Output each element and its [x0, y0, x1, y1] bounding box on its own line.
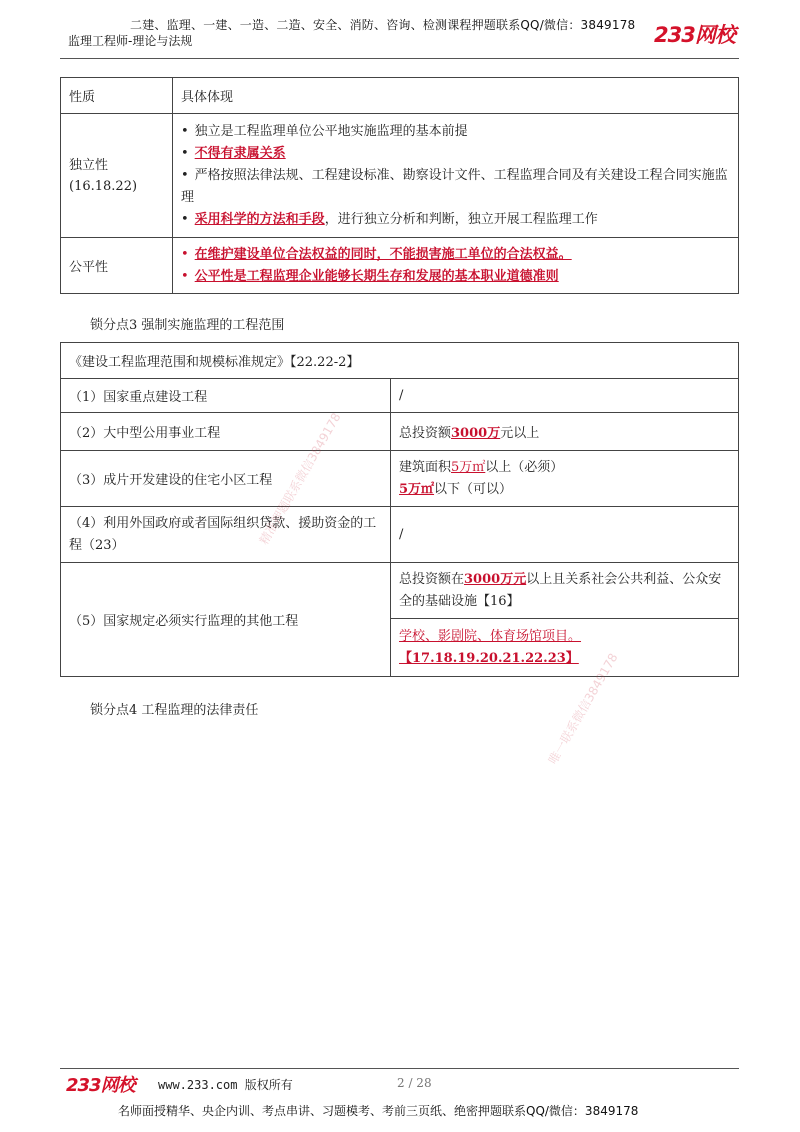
highlight-text: 公平性是工程监理企业能够长期生存和发展的基本职业道德准则: [194, 268, 559, 284]
header-cell-manifestation: 具体体现: [173, 78, 739, 114]
row5-text: 以上且关系社会公共利益、公众安全的基础设施【16】: [399, 571, 722, 609]
row3-line-2: [399, 479, 730, 501]
fairness-label: 公平性: [61, 238, 173, 294]
footer-promo: 名师面授精华、央企内训、考点串讲、习题模考、考前三页纸、绝密押题联系QQ/微信：3849178: [118, 1104, 639, 1118]
scope-table: [60, 342, 739, 677]
highlight-text: 【17.18.19.20.21.22.23】: [399, 650, 579, 666]
list-item: [181, 244, 730, 266]
highlight-text: 在维护建设单位合法权益的同时，不能损害施工单位的合法权益。: [194, 246, 572, 262]
footer-site: www.233.com 版权所有: [158, 1078, 293, 1092]
row5-right-a: [391, 563, 739, 619]
highlight-text: 3000万元: [464, 571, 527, 587]
list-item: [181, 165, 730, 209]
row1-right: /: [391, 379, 739, 413]
bullet-icon: •: [181, 246, 189, 262]
highlight-text: 5万㎡: [451, 459, 486, 475]
row5-right-b: [391, 619, 739, 677]
highlight-text: 不得有隶属关系: [194, 145, 286, 161]
list-item: [181, 209, 730, 231]
table-row-independence: [61, 114, 739, 238]
table-title-row: [61, 343, 739, 379]
bullet-icon: •: [181, 211, 189, 227]
bullet-text: 严格按照法律法规、工程建设标准、勘察设计文件、工程监理合同及有关建设工程合同实施监理: [181, 167, 728, 205]
bullet-icon: •: [181, 145, 189, 161]
table-row: [61, 379, 739, 413]
section-title-4: 锁分点4 工程监理的法律责任: [90, 703, 259, 718]
header-promo: 二建、监理、一建、一造、二造、安全、消防、咨询、检测课程押题联系QQ/微信：3849178: [130, 18, 636, 32]
highlight-text: 采用科学的方法和手段: [194, 211, 325, 227]
watermark-text: 精准押题联系微信3849178: [256, 410, 344, 547]
row1-left: （1）国家重点建设工程: [61, 379, 391, 413]
highlight-text: 3000万: [451, 426, 501, 441]
bullet-icon: •: [181, 123, 189, 139]
footer-divider: [60, 1068, 739, 1069]
list-item: [181, 121, 730, 143]
bullet-icon: •: [181, 167, 189, 183]
header-cell-nature: 性质: [61, 78, 173, 114]
bullet-text: ，进行独立分析和判断，独立开展工程监理工作: [324, 211, 598, 227]
footer-logo: 233网校: [66, 1075, 135, 1096]
highlight-text: 学校、影剧院、体育场馆项目。: [399, 628, 582, 644]
row2-right: [391, 413, 739, 451]
watermark-text: 唯一联系微信3849178: [545, 650, 621, 767]
nature-table: [60, 77, 739, 294]
header-subject: 监理工程师-理论与法规: [68, 34, 193, 48]
independence-label-cell: [61, 114, 173, 238]
row4-right: /: [391, 507, 739, 563]
independence-content: [173, 114, 739, 238]
row2-text: 元以上: [500, 426, 540, 441]
table-row: [61, 563, 739, 619]
row5-left: （5）国家规定必须实行监理的其他工程: [61, 563, 391, 677]
fairness-content: [173, 238, 739, 294]
row5-text: 总投资额在: [399, 571, 465, 587]
table-header-row: [61, 78, 739, 114]
row4-left: （4）利用外国政府或者国际组织贷款、援助资金的工程（23）: [61, 507, 391, 563]
list-item: [181, 143, 730, 165]
header-divider: [60, 58, 739, 59]
table-row-fairness: [61, 238, 739, 294]
independence-label: 独立性: [69, 157, 109, 173]
bullet-text: 独立是工程监理单位公平地实施监理的基本前提: [194, 123, 468, 139]
row3-text: 建筑面积: [399, 459, 452, 475]
row3-text: 以上（必须）: [485, 459, 564, 475]
row3-text: 以下（可以）: [434, 481, 513, 497]
section-title-3: 锁分点3 强制实施监理的工程范围: [90, 318, 285, 333]
page-number: 2 / 28: [397, 1076, 432, 1090]
row2-text: 总投资额: [399, 426, 452, 441]
row3-line-1: [399, 457, 730, 479]
independence-years: (16.18.22): [69, 178, 138, 194]
brand-logo: 233网校: [654, 23, 735, 47]
row3-left: （3）成片开发建设的住宅小区工程: [61, 451, 391, 507]
table-row: [61, 451, 739, 507]
highlight-text: 5万㎡: [399, 481, 435, 497]
bullet-icon: •: [181, 268, 189, 284]
scope-table-title: 《建设工程监理范围和规模标准规定》【22.22-2】: [61, 343, 739, 379]
list-item: [181, 266, 730, 288]
table-row: [61, 507, 739, 563]
row3-right: [391, 451, 739, 507]
table-row: [61, 413, 739, 451]
row2-left: （2）大中型公用事业工程: [61, 413, 391, 451]
